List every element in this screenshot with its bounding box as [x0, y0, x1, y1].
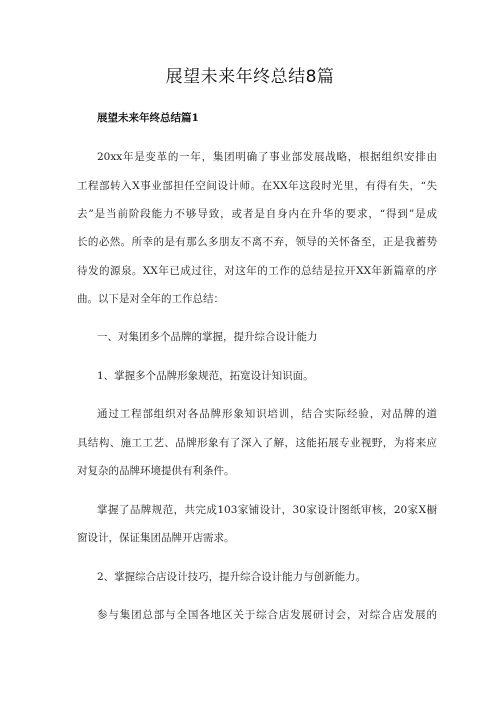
section-heading-line: 一、对集团多个品牌的掌握，提升综合设计能力 [97, 331, 318, 343]
paragraph-line: 曲。以下是对全年的工作总结： [77, 293, 224, 305]
document-title: 展望未来年终总结8篇 [165, 67, 335, 87]
subsection-heading-line: 2、掌握综合店设计技巧，提升综合设计能力与创新能力。 [97, 571, 367, 583]
paragraph-line: 通过工程部组织对各品牌形象知识培训，结合实际经验，对品牌的道 [97, 408, 437, 420]
paragraph-line: 参与集团总部与全国各地区关于综合店发展研讨会，对综合店发展的 [97, 609, 437, 621]
paragraph-line: 掌握了品牌规范，共完成103家铺设计，30家设计图纸审核，20家X橱 [97, 504, 437, 516]
paragraph-line: 工程部转入X事业部担任空间设计师。在XX年这段时光里，有得有失，“失 [77, 180, 437, 192]
paragraph-line: 去”是当前阶段能力不够导致，或者是自身内在升华的要求，“得到”是成 [77, 208, 437, 220]
paragraph-line: 20xx年是变革的一年，集团明确了事业部发展战略，根据组织安排由 [97, 151, 437, 163]
paragraph-line: 对复杂的品牌环境提供有利条件。 [77, 465, 235, 477]
section-heading: 展望未来年终总结篇1 [97, 112, 199, 124]
paragraph-line: 长的必然。所幸的是有那么多朋友不离不弃，领导的关怀备至，正是我蓄势 [77, 236, 437, 248]
subsection-heading-line: 1、掌握多个品牌形象规范，拓宽设计知识面。 [97, 370, 314, 382]
paragraph-line: 窗设计，保证集团品牌开店需求。 [77, 532, 235, 544]
paragraph-line: 待发的源泉。XX年已成过往，对这年的工作的总结是拉开XX年新篇章的序 [77, 265, 437, 277]
paragraph-line: 具结构、施工工艺、品牌形象有了深入了解，这能拓展专业视野，为将来应 [77, 437, 437, 449]
